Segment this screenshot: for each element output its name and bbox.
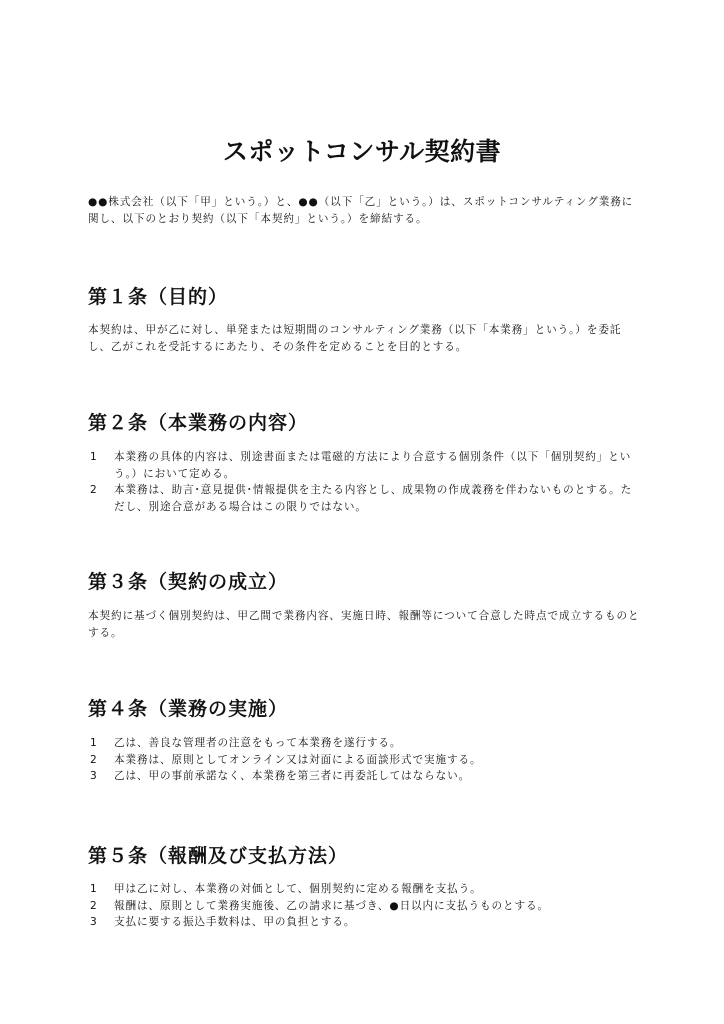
item-text: 報酬は、原則として業務実施後、乙の請求に基づき、●日以内に支払うものとする。 (114, 899, 549, 912)
list-item (88, 752, 640, 769)
item-text: 本業務の具体的内容は、別途書面または電磁的方法により合意する個別条件（以下「個別契約」という。）において定める。 (114, 451, 632, 480)
item-number: 2 (90, 899, 98, 912)
item-number: 3 (90, 916, 98, 928)
item-text: 本業務は、原則としてオンライン又は対面による面談形式で実施する。 (114, 753, 482, 766)
item-text: 乙は、善良な管理者の注意をもって本業務を遂行する。 (114, 737, 402, 749)
article-3-body: 本契約に基づく個別契約は、甲乙間で業務内容、実施日時、報酬等について合意した時点で成立するものとする。 (88, 610, 640, 639)
list-item (88, 449, 640, 482)
article-3-heading: 第３条（契約の成立） (88, 571, 289, 593)
list-item (88, 735, 640, 752)
item-text: 甲は乙に対し、本業務の対価として、個別契約に定める報酬を支払う。 (114, 883, 482, 895)
article-2-heading: 第２条（本業務の内容） (88, 412, 309, 434)
item-text: 支払に要する振込手数料は、甲の負担とする。 (114, 916, 356, 928)
list-item (88, 881, 640, 898)
article-1-body: 本契約は、甲が乙に対し、単発または短期間のコンサルティング業務（以下「本業務」という。）を委託し、乙がこれを受託するにあたり、その条件を定めることを目的とする。 (88, 324, 622, 353)
item-text: 本業務は、助言･意見提供･情報提供を主たる内容とし、成果物の作成義務を伴わないものとする。ただし、別途合意がある場合はこの限りではない。 (114, 484, 633, 513)
list-item (88, 898, 640, 915)
list-item (88, 482, 640, 515)
article-1-heading: 第１条（目的） (88, 286, 229, 308)
article-5-heading: 第５条（報酬及び支払方法） (88, 845, 349, 867)
item-number: 3 (90, 770, 98, 782)
document-title: スポットコンサル契約書 (222, 136, 502, 166)
article-4-items (88, 735, 640, 785)
item-number: 1 (90, 451, 98, 463)
item-text: 乙は、甲の事前承諾なく、本業務を第三者に再委託してはならない。 (114, 770, 471, 782)
item-number: 1 (90, 883, 98, 895)
article-2-items (88, 449, 640, 515)
item-number: 2 (90, 484, 98, 496)
article-5-items (88, 881, 640, 931)
list-item (88, 768, 640, 785)
item-number: 2 (90, 753, 98, 766)
item-number: 1 (90, 737, 98, 749)
list-item (88, 914, 640, 931)
preamble: ●●株式会社（以下「甲」という。）と、●●（以下「乙」という。）は、スポットコンサルティング業務に関し、以下のとおり契約（以下「本契約」という。）を締結する。 (88, 196, 634, 225)
article-4-heading: 第４条（業務の実施） (88, 698, 289, 720)
